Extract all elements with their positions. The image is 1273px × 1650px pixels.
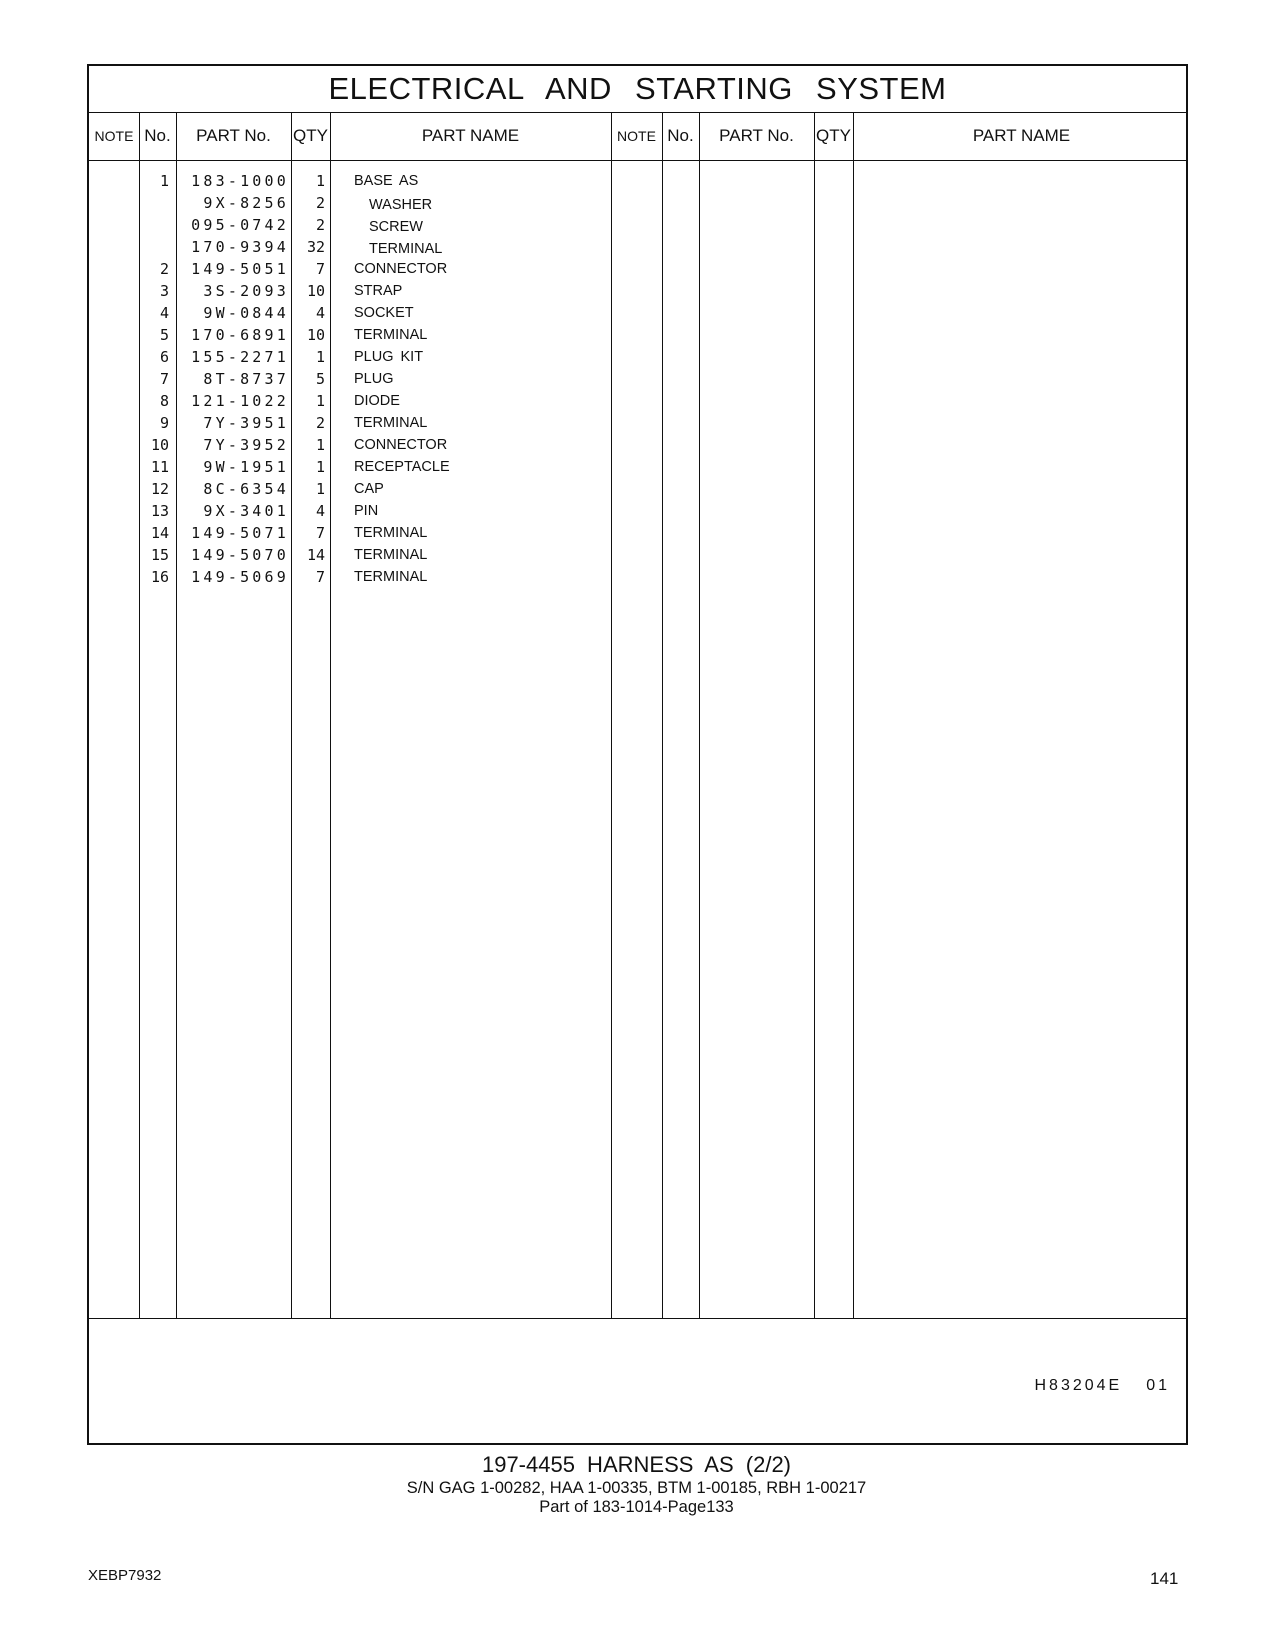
header-note-right: NOTE xyxy=(617,128,656,144)
header-note-left: NOTE xyxy=(94,128,134,144)
drawing-revision: 01 xyxy=(1146,1377,1170,1394)
table-header xyxy=(89,112,1186,161)
part-name: TERMINAL xyxy=(369,241,443,257)
page-title: ELECTRICAL AND STARTING SYSTEM xyxy=(89,66,1186,113)
item-number: 6 xyxy=(159,348,169,366)
part-name: TERMINAL xyxy=(354,525,428,541)
quantity: 5 xyxy=(315,370,325,388)
part-name: RECEPTACLE xyxy=(354,459,450,475)
column-divider xyxy=(662,112,663,1318)
quantity: 1 xyxy=(315,436,325,454)
part-number: 149-5071 xyxy=(191,524,289,542)
part-name: BASE AS xyxy=(354,173,419,189)
part-number: 8T-8737 xyxy=(203,370,289,388)
quantity: 2 xyxy=(315,414,325,432)
part-number: 170-9394 xyxy=(191,238,289,256)
item-number: 2 xyxy=(159,260,169,278)
quantity: 1 xyxy=(315,480,325,498)
item-number: 11 xyxy=(150,458,169,476)
item-number: 15 xyxy=(150,546,169,564)
item-number: 3 xyxy=(159,282,169,300)
quantity: 2 xyxy=(315,194,325,212)
header-part-no-left: PART No. xyxy=(196,126,271,145)
part-name: PLUG KIT xyxy=(354,349,424,365)
page-number: 141 xyxy=(1150,1569,1179,1588)
part-number: 3S-2093 xyxy=(203,282,289,300)
part-name: DIODE xyxy=(354,393,400,409)
quantity: 1 xyxy=(315,348,325,366)
part-number: 095-0742 xyxy=(191,216,289,234)
quantity: 10 xyxy=(306,326,325,344)
part-name: CONNECTOR xyxy=(354,261,448,277)
quantity: 14 xyxy=(306,546,325,564)
part-number: 121-1022 xyxy=(191,392,289,410)
document-id: XEBP7932 xyxy=(88,1567,162,1584)
assembly-title: 197-4455 HARNESS AS (2/2) xyxy=(481,1452,792,1477)
part-name: PLUG xyxy=(354,371,394,387)
header-qty-left: QTY xyxy=(293,126,328,145)
quantity: 10 xyxy=(306,282,325,300)
header-no-right: No. xyxy=(667,126,694,145)
quantity: 4 xyxy=(315,502,325,520)
part-name: SOCKET xyxy=(354,305,414,321)
item-number: 13 xyxy=(150,502,169,520)
column-divider xyxy=(611,112,612,1318)
header-qty-right: QTY xyxy=(816,126,851,145)
header-part-name-right: PART NAME xyxy=(972,126,1071,145)
part-number: 170-6891 xyxy=(191,326,289,344)
quantity: 7 xyxy=(315,524,325,542)
item-number: 4 xyxy=(159,304,169,322)
part-number: 149-5069 xyxy=(191,568,289,586)
item-number: 1 xyxy=(159,172,169,190)
parts-list-frame xyxy=(87,64,1188,1445)
quantity: 7 xyxy=(315,568,325,586)
quantity: 1 xyxy=(315,392,325,410)
column-divider xyxy=(814,112,815,1318)
header-part-no-right: PART No. xyxy=(719,126,794,145)
part-name: TERMINAL xyxy=(354,569,428,585)
quantity: 1 xyxy=(315,172,325,190)
item-number: 10 xyxy=(150,436,169,454)
part-name: TERMINAL xyxy=(354,327,428,343)
part-number: 7Y-3952 xyxy=(203,436,289,454)
quantity: 1 xyxy=(315,458,325,476)
part-name: PIN xyxy=(354,503,379,519)
part-number: 8C-6354 xyxy=(203,480,289,498)
header-no-left: No. xyxy=(144,126,171,145)
part-name: CONNECTOR xyxy=(354,437,448,453)
column-divider xyxy=(699,112,700,1318)
drawing-code-value: H83204E xyxy=(1034,1377,1123,1394)
part-number: 149-5051 xyxy=(191,260,289,278)
quantity: 32 xyxy=(306,238,325,256)
item-number: 12 xyxy=(150,480,169,498)
item-number: 7 xyxy=(159,370,169,388)
part-name: WASHER xyxy=(369,197,433,213)
part-number: 9W-1951 xyxy=(203,458,289,476)
column-divider xyxy=(853,112,854,1318)
part-name: TERMINAL xyxy=(354,415,428,431)
part-number: 9W-0844 xyxy=(203,304,289,322)
quantity: 2 xyxy=(315,216,325,234)
serial-numbers: S/N GAG 1-00282, HAA 1-00335, BTM 1-00185, RBH 1-00217 xyxy=(406,1479,867,1497)
part-number: 155-2271 xyxy=(191,348,289,366)
part-name: CAP xyxy=(354,481,384,497)
part-name: STRAP xyxy=(354,283,403,299)
item-number: 8 xyxy=(159,392,169,410)
part-name: TERMINAL xyxy=(354,547,428,563)
part-name: SCREW xyxy=(369,219,423,235)
part-number: 9X-8256 xyxy=(203,194,289,212)
item-number: 5 xyxy=(159,326,169,344)
quantity: 7 xyxy=(315,260,325,278)
table-bottom-divider xyxy=(89,1318,1186,1319)
quantity: 4 xyxy=(315,304,325,322)
column-divider xyxy=(330,112,331,1318)
part-number: 149-5070 xyxy=(191,546,289,564)
column-divider xyxy=(176,112,177,1318)
item-number: 16 xyxy=(150,568,169,586)
drawing-code xyxy=(1034,1377,1170,1395)
parent-reference: Part of 183-1014-Page133 xyxy=(539,1498,734,1516)
item-number: 9 xyxy=(159,414,169,432)
header-part-name-left: PART NAME xyxy=(421,126,520,145)
part-number: 9X-3401 xyxy=(203,502,289,520)
item-number: 14 xyxy=(150,524,169,542)
part-number: 183-1000 xyxy=(191,172,289,190)
part-number: 7Y-3951 xyxy=(203,414,289,432)
